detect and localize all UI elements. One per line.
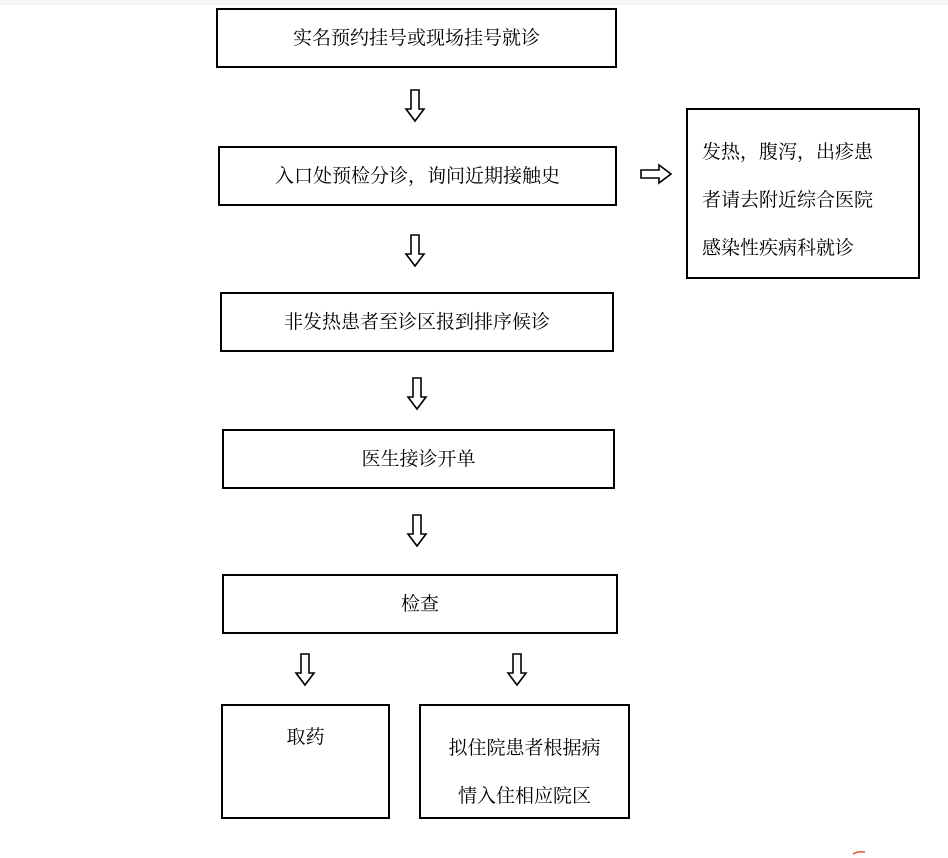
- down-arrow-icon: [404, 89, 426, 123]
- admission-text: [421, 724, 628, 820]
- fever-referral-line: 感染性疾病科就诊: [702, 237, 855, 259]
- fever-referral-box: [686, 108, 920, 279]
- pharmacy-label: 取药: [286, 726, 325, 748]
- step-register-box: [216, 8, 617, 68]
- down-arrow-icon: [406, 377, 428, 411]
- fever-referral-text: [702, 128, 908, 272]
- admission-line: 拟住院患者根据病: [448, 737, 601, 759]
- down-arrow-icon: [506, 653, 528, 687]
- fever-referral-line: 发热，腹泻，出疹患: [702, 141, 874, 163]
- step-consult-box: [222, 429, 615, 489]
- step-consult-label: 医生接诊开单: [361, 447, 476, 470]
- admission-line: 情入住相应院区: [457, 785, 591, 807]
- red-mark: [852, 851, 866, 855]
- right-arrow-icon: [640, 163, 672, 185]
- step-waiting-box: [220, 292, 614, 352]
- admission-box: [419, 704, 630, 819]
- step-exam-box: [222, 574, 618, 634]
- top-edge: [0, 0, 948, 5]
- down-arrow-icon: [404, 234, 426, 268]
- fever-referral-line: 者请去附近综合医院: [702, 189, 874, 211]
- step-register-label: 实名预约挂号或现场挂号就诊: [292, 26, 540, 49]
- step-waiting-label: 非发热患者至诊区报到排序候诊: [283, 310, 550, 333]
- pharmacy-box: [221, 704, 390, 819]
- down-arrow-icon: [406, 514, 428, 548]
- step-triage-label: 入口处预检分诊，询问近期接触史: [274, 164, 560, 187]
- down-arrow-icon: [294, 653, 316, 687]
- step-exam-label: 检查: [400, 592, 439, 615]
- step-triage-box: [218, 146, 617, 206]
